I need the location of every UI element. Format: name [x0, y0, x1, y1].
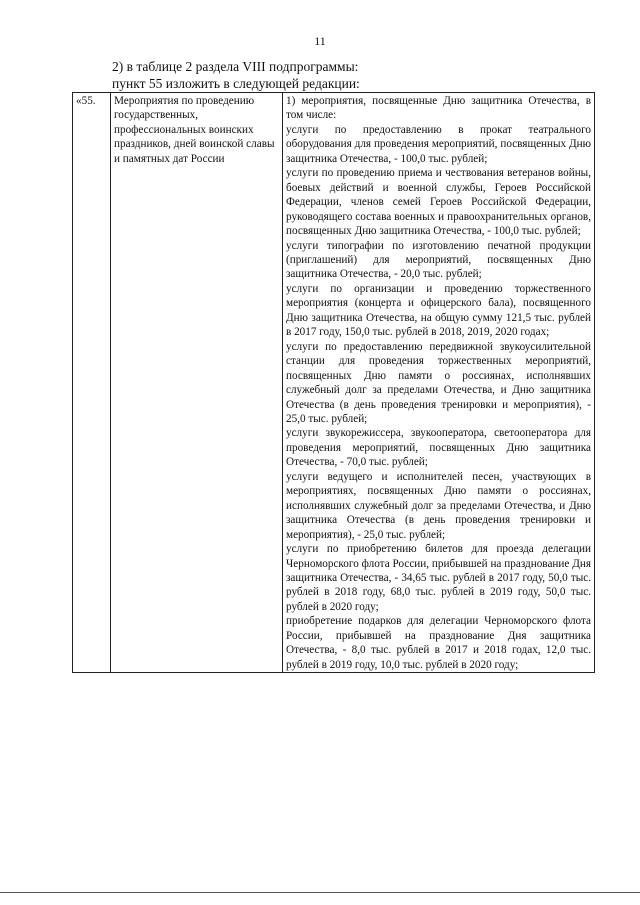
content-paragraph: услуги по организации и проведению торжественного мероприятия (концерта и офицерского бала), посвященного Дню защитника Отечества, на общую сумму 121,5 тыс. рублей в 2017 году, 150,0 тыс. рублей в 2018, 2019, 2020 годах; [286, 282, 591, 339]
content-paragraph: услуги по предоставлению передвижной звукоусилительной станции для проведения торжественных мероприятий, посвященных Дню памяти о россиянах, исполнявших служебный долг за пределами Отечества, и Дню защитника Отечества (в день проведения тренировки и мероприятия), - 25,0 тыс. рублей; [286, 340, 591, 425]
content-paragraph: услуги по проведению приема и чествования ветеранов войны, боевых действий и военной службы, Героев Российской Федерации, членов семей Героев Российской Федерации, руководящего состава военных и правоохранительных органов, посвященных Дню защитника Отечества, - 100,0 тыс. рублей; [286, 167, 591, 238]
event-content-cell [283, 93, 595, 673]
content-paragraph: услуги типографии по изготовлению печатной продукции (приглашений) для мероприятий, посвященных Дню защитника Отечества, - 20,0 тыс. рублей; [286, 239, 591, 281]
row-number-cell: «55. [73, 93, 111, 673]
scan-bottom-edge [0, 892, 640, 893]
content-paragraph: услуги по предоставлению в прокат театрального оборудования для проведения мероприятий, посвященных Дню защитника Отечества, - 100,0 тыс. рублей; [286, 123, 591, 165]
content-paragraph: услуги по приобретению билетов для проезда делегации Черноморского флота России, прибывшей на празднование Дня защитника Отечества, - 34,65 тыс. рублей в 2017 году, 50,0 тыс. рублей в 2018 году, 68,0 тыс. рублей в 2019 году, 50,0 тыс. рублей в 2020 году; [286, 543, 591, 613]
intro-line-1: 2) в таблице 2 раздела VIII подпрограммы: [112, 59, 359, 74]
content-paragraph: услуги ведущего и исполнителей песен, участвующих в мероприятиях, посвященных Дню памяти о россиянах, исполнявших служебный долг за пределами Отечества, и Дню защитника Отечества (в день проведения тренировки и мероприятия), - 25,0 тыс. рублей; [286, 470, 591, 541]
content-paragraph: услуги звукорежиссера, звукооператора, светооператора для проведения мероприятий, посвященных Дню защитника Отечества, - 70,0 тыс. рублей; [286, 427, 591, 469]
table-row [73, 93, 595, 673]
event-name-cell: Мероприятия по проведению государственных, профессиональных воинских праздников, дней воинской славы и памятных дат России [111, 93, 283, 673]
content-paragraph: приобретение подарков для делегации Черноморского флота России, прибывшей на празднование Дня защитника Отечества, - 8,0 тыс. рублей в 2017 и 2018 годах, 12,0 тыс. рублей в 2019 году, 10,0 тыс. рублей в 2020 году; [286, 615, 591, 671]
content-paragraph: 1) мероприятия, посвященные Дню защитника Отечества, в том числе: [286, 95, 591, 122]
page-number: 11 [314, 34, 326, 48]
amendment-intro [112, 58, 612, 92]
intro-line-2: пункт 55 изложить в следующей редакции: [112, 76, 360, 91]
program-table [72, 92, 595, 673]
